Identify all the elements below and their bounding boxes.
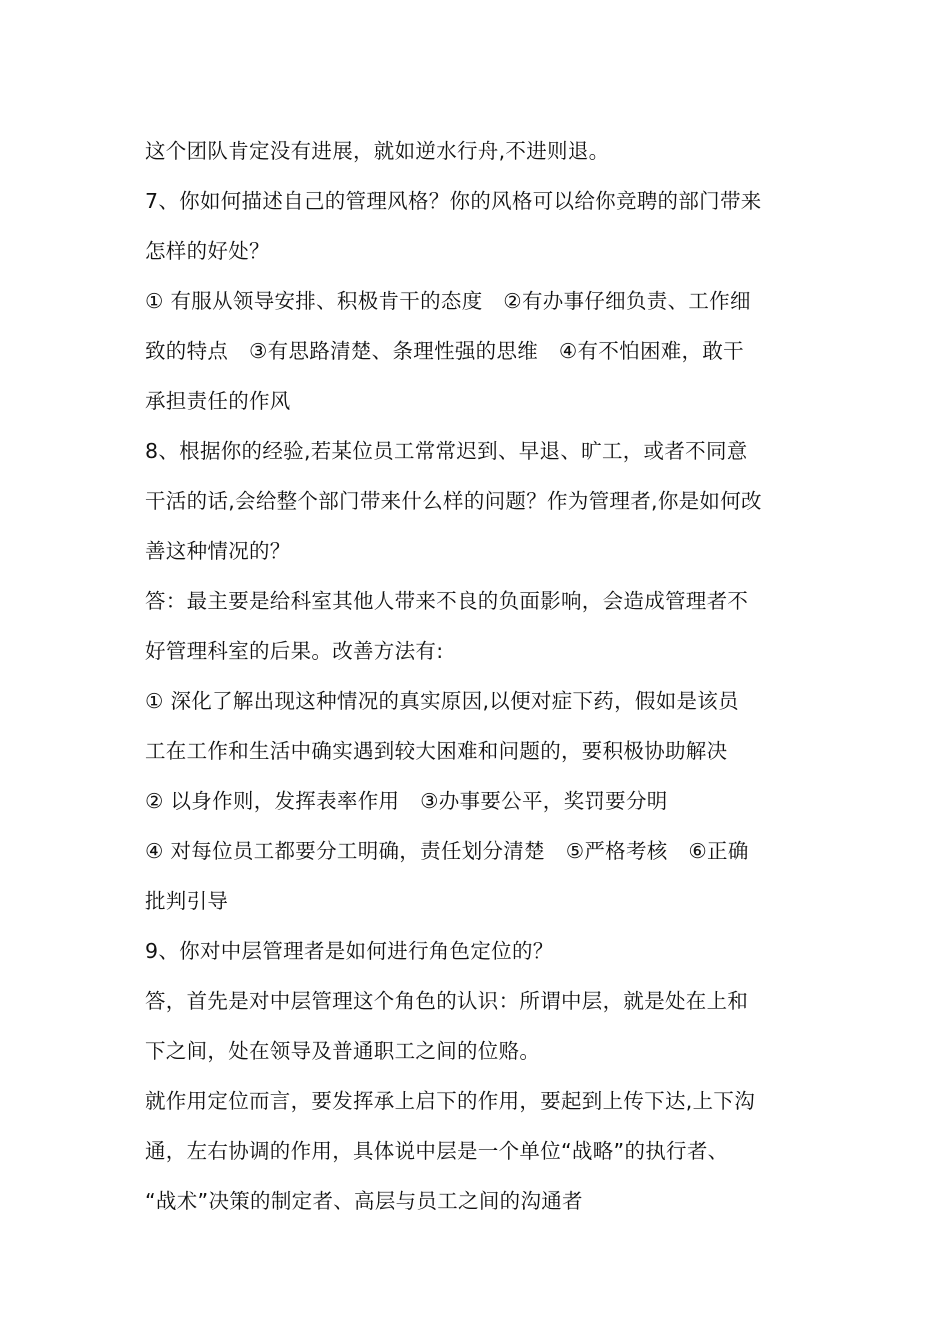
text-line: 承担责任的作风 <box>145 389 291 413</box>
text-line: 就作用定位而言，要发挥承上启下的作用，要起到上传下达,上下沟 <box>145 1089 756 1113</box>
text-line: ④ 对每位员工都要分工明确，责任划分清楚 ⑤严格考核 ⑥正确 <box>145 839 749 863</box>
text-line: 干活的话,会给整个部门带来什么样的问题？作为管理者,你是如何改 <box>145 489 762 513</box>
text-line: 致的特点 ③有思路清楚、条理性强的思维 ④有不怕困难，敢干 <box>145 339 744 363</box>
text-line: ① 深化了解出现这种情况的真实原因,以便对症下药，假如是该员 <box>145 689 739 713</box>
text-line: 下之间，处在领导及普通职工之间的位赂。 <box>145 1039 541 1063</box>
text-line: 答：最主要是给科室其他人带来不良的负面影响，会造成管理者不 <box>145 589 749 613</box>
text-line: 通，左右协调的作用，具体说中层是一个单位“战略”的执行者、 <box>145 1139 729 1163</box>
text-line: ① 有服从领导安排、积极肯干的态度 ②有办事仔细负责、工作细 <box>145 289 751 313</box>
text-line: “战术”决策的制定者、高层与员工之间的沟通者 <box>145 1189 583 1213</box>
text-line: 工在工作和生活中确实遇到较大困难和问题的，要积极协助解决 <box>145 739 728 763</box>
text-line: 批判引导 <box>145 889 229 913</box>
text-line: 8、根据你的经验,若某位员工常常迟到、早退、旷工，或者不同意 <box>145 439 748 463</box>
text-line: 7、你如何描述自己的管理风格？你的风格可以给你竞聘的部门带来 <box>145 189 762 213</box>
text-line: 怎样的好处？ <box>145 239 270 263</box>
document-body <box>145 126 825 1226</box>
text-line: 好管理科室的后果。改善方法有: <box>145 639 444 663</box>
text-line: 9、你对中层管理者是如何进行角色定位的？ <box>145 939 554 963</box>
text-line: ② 以身作则，发挥表率作用 ③办事要公平，奖罚要分明 <box>145 789 668 813</box>
text-line: 善这种情况的？ <box>145 539 291 563</box>
text-line: 这个团队肯定没有进展，就如逆水行舟,不进则退。 <box>145 139 610 163</box>
text-line: 答，首先是对中层管理这个角色的认识：所谓中层，就是处在上和 <box>145 989 749 1013</box>
